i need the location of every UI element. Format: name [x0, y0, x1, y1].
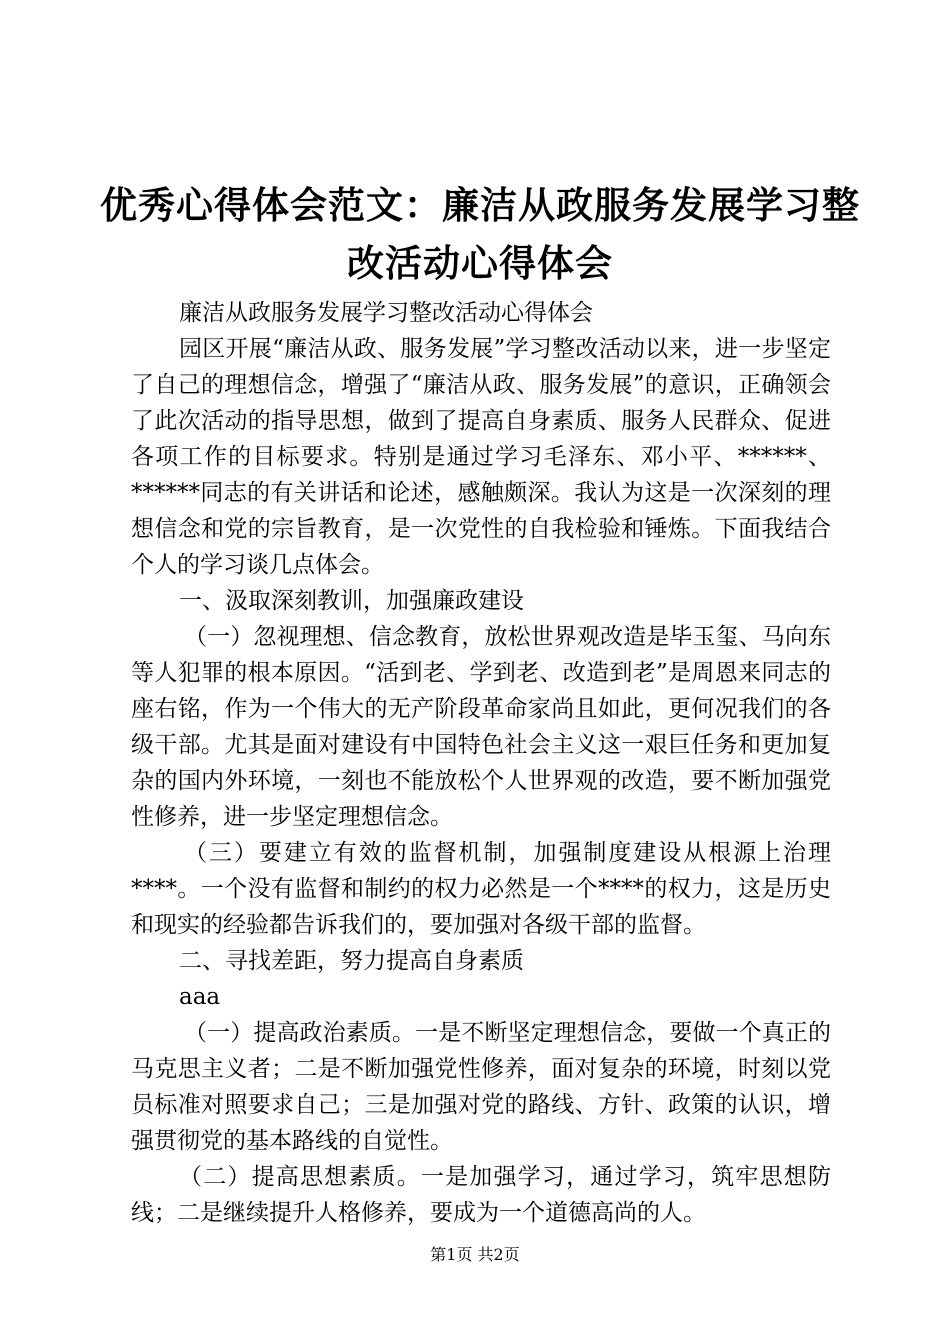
- subtitle-paragraph: 廉洁从政服务发展学习整改活动心得体会: [179, 300, 593, 326]
- document-title-line-2: 改活动心得体会: [347, 242, 613, 285]
- body-paragraph: （一）忽视理想、信念教育，放松世界观改造是毕玉玺、马向东等人犯罪的根本原因。“活到老、学到老、改造到老”是周恩来同志的座右铭，作为一个伟大的无产阶段革命家尚且如此，更何况我们的各级干部。尤其是面对建设有中国特色社会主义这一艰巨任务和更加复杂的国内外环境，一刻也不能放松个人世界观的改造，要不断加强党性修养，进一步坚定理想信念。: [131, 624, 831, 830]
- body-paragraph: （一）提高政治素质。一是不断坚定理想信念，要做一个真正的马克思主义者；二是不断加强党性修养，面对复杂的环境，时刻以党员标准对照要求自己；三是加强对党的路线、方针、政策的认识，增强贯彻党的基本路线的自觉性。: [131, 1020, 831, 1154]
- document-title-line-1: 优秀心得体会范文：廉洁从政服务发展学习整: [100, 184, 860, 227]
- section-heading-1: 一、汲取深刻教训，加强廉政建设: [179, 588, 524, 614]
- intro-paragraph: 园区开展“廉洁从政、服务发展”学习整改活动以来，进一步坚定了自己的理想信念，增强了“廉洁从政、服务发展”的意识，正确领会了此次活动的指导思想，做到了提高自身素质、服务人民群众、促进各项工作的目标要求。特别是通过学习毛泽东、邓小平、******、******同志的有关讲话和论述，感触颇深。我认为这是一次深刻的理想信念和党的宗旨教育，是一次党性的自我检验和锤炼。下面我结合个人的学习谈几点体会。: [131, 336, 831, 578]
- body-paragraph: （二）提高思想素质。一是加强学习，通过学习，筑牢思想防线；二是继续提升人格修养，要成为一个道德高尚的人。: [131, 1164, 831, 1226]
- body-paragraph: aaa: [179, 984, 221, 1010]
- section-heading-2: 二、寻找差距，努力提高自身素质: [179, 948, 524, 974]
- page-footer: 第1页 共2页: [430, 1245, 520, 1264]
- document-body: [131, 295, 831, 1231]
- body-paragraph: （三）要建立有效的监督机制，加强制度建设从根源上治理****。一个没有监督和制约的权力必然是一个****的权力，这是历史和现实的经验都告诉我们的，要加强对各级干部的监督。: [131, 840, 831, 938]
